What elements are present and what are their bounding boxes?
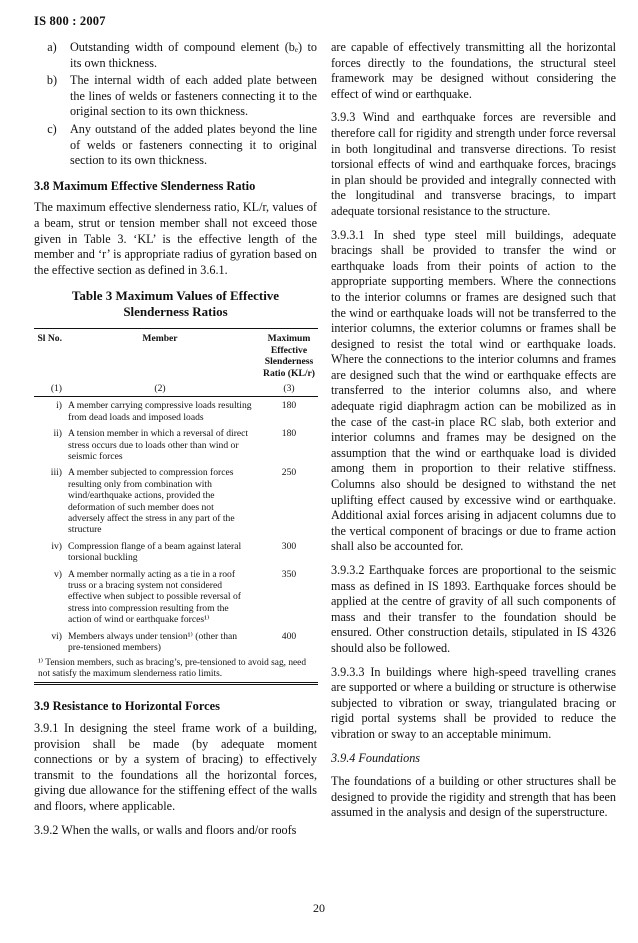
table-row bbox=[34, 464, 318, 537]
row-value: 180 bbox=[281, 428, 297, 440]
row-number: i) bbox=[56, 400, 62, 412]
header-max-ratio: Maximum Effective Slenderness Ratio (KL/r) bbox=[263, 333, 315, 379]
row-number: vi) bbox=[51, 630, 62, 642]
list-text: Outstanding width of compound element (bₑ) to its own thickness. bbox=[70, 40, 317, 70]
table-header-row bbox=[34, 329, 318, 381]
section-heading-3-9: 3.9 Resistance to Horizontal Forces bbox=[34, 699, 220, 714]
section-heading-3-9-4: 3.9.4 Foundations bbox=[331, 750, 421, 765]
row-value: 180 bbox=[281, 400, 297, 412]
section-3-9-3-3-text: 3.9.3.3 In buildings where high-speed travelling cranes are supported or where a building or structure is otherwise subjected to vibration or sway, triangulated bracing or rigid portal systems shall be provided to reduce the vibration or sway to an acceptable minimum. bbox=[331, 664, 616, 741]
row-number: iv) bbox=[51, 540, 62, 552]
row-member: Members always under tension¹⁾ (other than pre-tensioned members) bbox=[68, 630, 238, 654]
table-title-line-2: Slenderness Ratios bbox=[123, 304, 228, 320]
page-number: 20 bbox=[313, 901, 325, 915]
table-bottom-rule bbox=[34, 682, 318, 683]
column-number: (2) bbox=[154, 382, 166, 394]
column-number: (1) bbox=[50, 382, 62, 394]
section-3-9-2-text: 3.9.2 When the walls, or walls and floors and/or roofs bbox=[34, 822, 297, 837]
continuation-paragraph: are capable of effectively transmitting all the horizontal forces directly to the foundations, the structural steel framework may be designed without considering the effect of wind or earthquake. bbox=[331, 40, 616, 101]
section-3-9-3-text: 3.9.3 Wind and earthquake forces are reversible and therefore call for rigidity and strength under force reversal in both longitudinal and transverse directions. To resist torsional effects of wind and earthquake forces, bracings in plan should be provided and integrally connected with the longitudinal and transverse bracings, to impart adequate torsional resistance to the structure. bbox=[331, 110, 616, 218]
row-member: A tension member in which a reversal of direct stress occurs due to loads other than wind or seismic forces bbox=[68, 428, 249, 462]
section-3-9-1-text: 3.9.1 In designing the steel frame work of a building, provision shall be made (by adequate moment connections or by a system of bracing) to effectively transmit to the foundations all the horizontal forces, giving due allowance for the stiffening effect of the walls and floors, where applicable. bbox=[34, 721, 317, 814]
list-label: a) bbox=[47, 40, 57, 54]
section-3-9-4-text: The foundations of a building or other structures shall be designed to provide the rigidity and strength that has been assumed in the analysis and design of the superstructure. bbox=[331, 774, 616, 820]
header-sl-no: Sl No. bbox=[37, 333, 62, 345]
row-number: iii) bbox=[50, 467, 62, 479]
row-value: 400 bbox=[281, 630, 297, 642]
row-number: v) bbox=[54, 568, 62, 580]
list-text: The internal width of each added plate between the lines of welds or fasteners connecting it to the original section to its own thickness. bbox=[70, 73, 317, 119]
row-member: A member normally acting as a tie in a roof truss or a bracing system not considered effective when subject to possible reversal of stress into compression resulting from the action of wind or earthquake forces¹⁾ bbox=[68, 568, 241, 626]
row-value: 350 bbox=[281, 568, 297, 580]
section-heading-3-8: 3.8 Maximum Effective Slenderness Ratio bbox=[34, 178, 256, 193]
column-number: (3) bbox=[283, 382, 295, 394]
row-member: A member subjected to compression forces resulting only from combination with wind/earthquake actions, provided the deformation of such member does not adversely affect the stress in any part of the structure bbox=[68, 467, 235, 536]
table-row bbox=[34, 397, 318, 425]
table-row bbox=[34, 628, 318, 656]
table-footnote: ¹⁾ Tension members, such as bracing’s, pre-tensioned to avoid sag, need not satisfy the maximum slenderness ratio limits. bbox=[38, 658, 307, 680]
table-title bbox=[34, 288, 317, 320]
table-column-number-row bbox=[34, 381, 318, 396]
section-3-8-text: The maximum effective slenderness ratio, KL/r, values of a beam, strut or tension member shall not exceed those given in Table 3. ‘KL’ is the effective length of the member and ‘r’ is appropriate radius of gyration based on the effective section as defined in 3.6.1. bbox=[34, 200, 317, 277]
row-member: Compression flange of a beam against lateral torsional buckling bbox=[68, 540, 242, 564]
section-3-9-3-1-text: 3.9.3.1 In shed type steel mill buildings, adequate bracings shall be provided to transfer the wind or earthquake loads from their points of action to the appropriate supporting members. Where the connections to the interior columns or frames are designed such that the wind or earthquake loads will not be transferred to the interior columns, the exterior columns or frames shall be designed to resist the total wind or earthquake loads. Where the connections to the interior columns and frames are designed such that the wind or earthquake effects are transferred to the interior columns also, and where adequate rigid diaphragm action can be mobilized as in the case of the cast-in place RC slab, both exterior and interior columns and frames may be designed on the assumption that the wind or earthquake load is divided among them in proportion to their relative stiffness. Columns also should be designed to withstand the net uplifting effect caused by excessive wind or earthquake. Additional axial forces arising in adjacent columns due to the vertical component of bracings or due to frame action shall also be accounted for. bbox=[331, 227, 616, 554]
list-text: Any outstand of the added plates beyond the line of welds or fasteners connecting it to original section to its own thickness. bbox=[70, 121, 317, 168]
row-number: ii) bbox=[53, 428, 62, 440]
header-member: Member bbox=[142, 333, 178, 345]
left-column bbox=[34, 40, 317, 846]
table-title-line-1: Table 3 Maximum Values of Effective bbox=[71, 288, 280, 304]
document-header: IS 800 : 2007 bbox=[34, 14, 106, 28]
slenderness-table bbox=[34, 328, 318, 685]
row-value: 300 bbox=[281, 540, 297, 552]
list-item bbox=[34, 73, 317, 120]
list-label: c) bbox=[47, 121, 57, 136]
table-row bbox=[34, 425, 318, 464]
list-item bbox=[34, 40, 317, 71]
list-item bbox=[34, 122, 317, 169]
right-column bbox=[331, 40, 616, 829]
table-row bbox=[34, 538, 318, 566]
row-member: A member carrying compressive loads resulting from dead loads and imposed loads bbox=[68, 400, 252, 423]
table-bottom-rule-double bbox=[34, 684, 318, 685]
table-row bbox=[34, 566, 318, 628]
section-3-9-3-2-text: 3.9.3.2 Earthquake forces are proportional to the seismic mass as defined in IS 1893. Earthquake forces should be applied at the centre of gravity of all such components of mass and their transfer to the foundation should be ensured. Other construction details, stipulated in IS 4326 should also be followed. bbox=[331, 563, 616, 655]
list-label: b) bbox=[46, 73, 58, 88]
row-value: 250 bbox=[281, 467, 297, 479]
